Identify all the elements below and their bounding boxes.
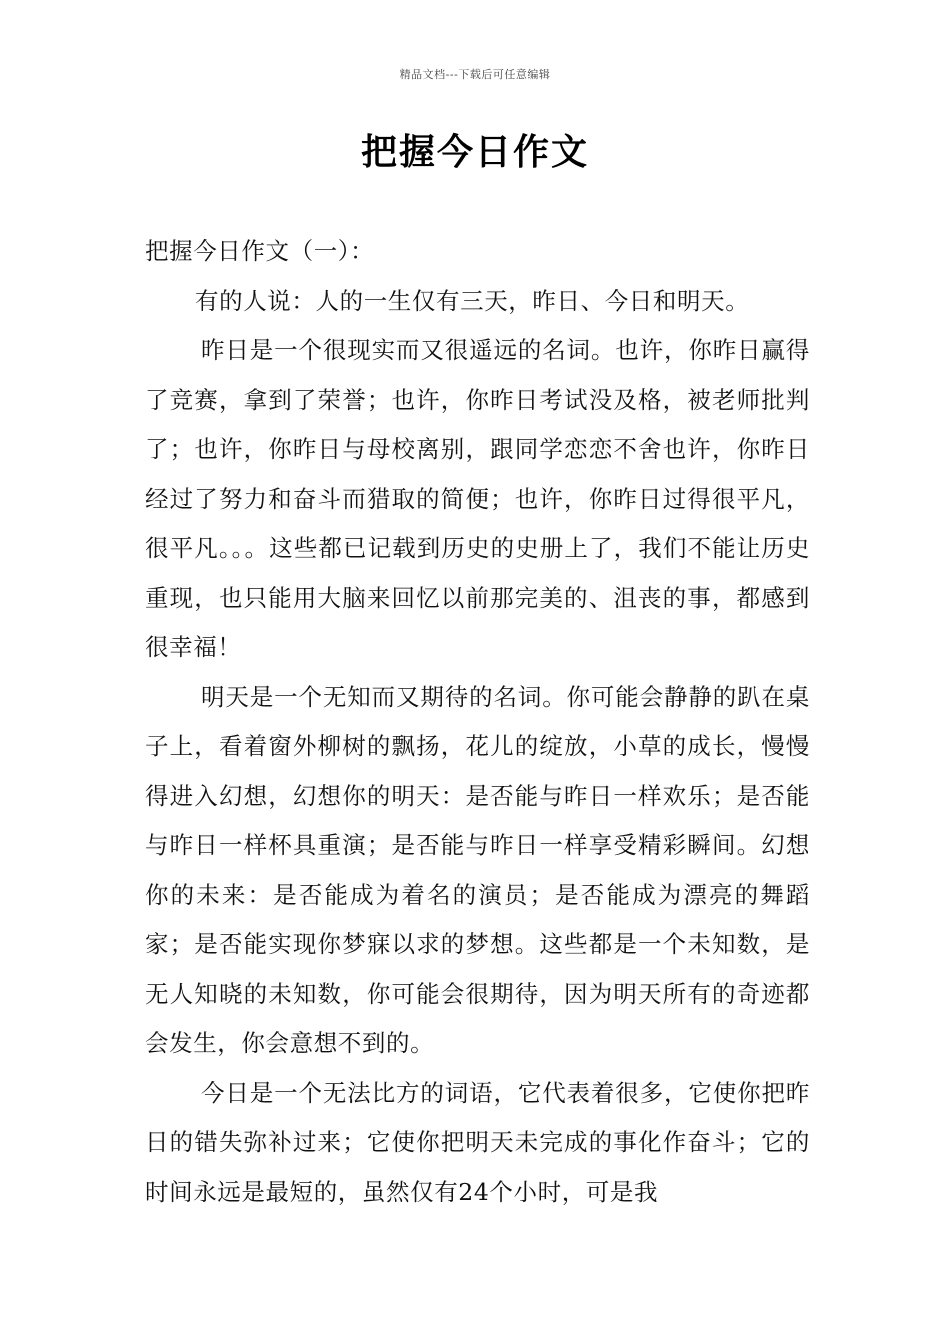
document-body	[145, 227, 810, 1217]
paragraph-yesterday: 昨日是一个很现实而又很遥远的名词。也许，你昨日赢得了竞赛，拿到了荣誉；也许，你昨日考试没及格，被老师批判了；也许，你昨日与母校离别，跟同学恋恋不舍也许，你昨日经过了努力和奋斗而猎取的简便；也许，你昨日过得很平凡，很平凡。。。这些都已记载到历史的史册上了，我们不能让历史重现，也只能用大脑来回忆以前那完美的、沮丧的事，都感到很幸福！	[145, 336, 810, 661]
header-note: 精品文档---下载后可任意编辑	[399, 68, 551, 81]
paragraph-tomorrow: 明天是一个无知而又期待的名词。你可能会静静的趴在桌子上，看着窗外柳树的飘扬，花儿的绽放，小草的成长，慢慢得进入幻想，幻想你的明天：是否能与昨日一样欢乐；是否能与昨日一样杯具重演；是否能与昨日一样享受精彩瞬间。幻想你的未来：是否能成为着名的演员；是否能成为漂亮的舞蹈家；是否能实现你梦寐以求的梦想。这些都是一个未知数，是无人知晓的未知数，你可能会很期待，因为明天所有的奇迹都会发生，你会意想不到的。	[145, 682, 810, 1057]
paragraph-today: 今日是一个无法比方的词语，它代表着很多，它使你把昨日的错失弥补过来；它使你把明天未完成的事化作奋斗；它的时间永远是最短的，虽然仅有24个小时，可是我	[145, 1078, 810, 1206]
document-title: 把握今日作文	[360, 131, 589, 173]
paragraph-intro: 有的人说：人的一生仅有三天，昨日、今日和明天。	[195, 286, 750, 315]
section-heading: 把握今日作文（一）：	[145, 237, 375, 265]
